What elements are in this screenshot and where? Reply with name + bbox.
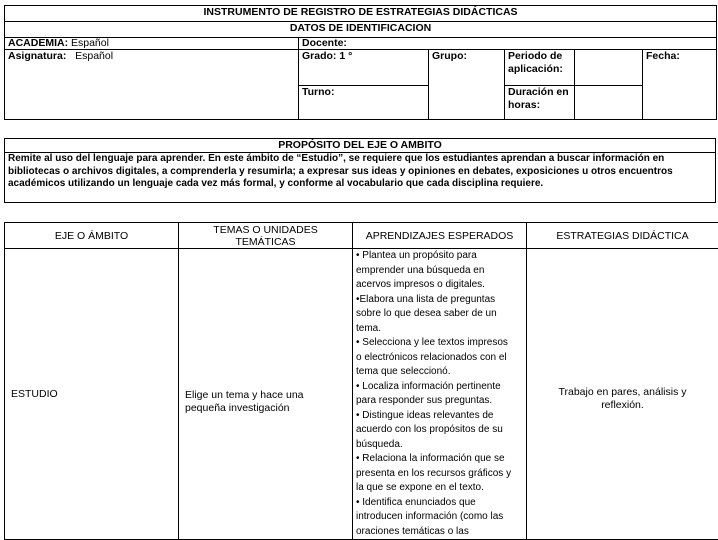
periodo-label: Periodo de aplicación: — [508, 50, 563, 75]
duracion-value-cell — [575, 86, 643, 120]
proposito-table — [4, 138, 716, 203]
list-item: •Elabora una lista de preguntas sobre lo que desea saber de un tema. — [356, 293, 512, 337]
header-estrategias: ESTRATEGIAS DIDÁCTICA — [527, 223, 718, 249]
asignatura-label: Asignatura: — [8, 50, 66, 62]
tema-value: Elige un tema y hace una pequeña investigación — [179, 249, 353, 540]
duracion-cell — [505, 86, 575, 120]
academia-cell — [5, 38, 299, 50]
list-item: • Identifica enunciados que introducen información (como las oraciones temáticas o las — [356, 496, 512, 540]
estrategias-table — [4, 222, 718, 540]
document-title: INSTRUMENTO DE REGISTRO DE ESTRATEGIAS DIDÁCTICAS — [5, 6, 717, 22]
proposito-text: Remite al uso del lenguaje para aprender. En este ámbito de “Estudio”, se requiere que los estudiantes aprendan a buscar información en bibliotecas o archivos digitales, a comprenderla y resumirla; a expresar sus ideas y opiniones en debates, exposiciones u otros encuentros académicos utilizando un lenguaje cada vez más formal, y conforme al vocabulario que cada disciplina requiere. — [5, 153, 716, 203]
identification-table — [4, 5, 717, 120]
grado-cell — [299, 50, 429, 86]
periodo-cell — [505, 50, 575, 86]
list-item: • Distingue ideas relevantes de acuerdo con los propósitos de su búsqueda. — [356, 409, 512, 453]
academia-label: ACADEMIA: — [8, 37, 68, 49]
section-title-identificacion: DATOS DE IDENTIFICACION — [5, 22, 717, 38]
header-aprendizajes: APRENDIZAJES ESPERADOS — [353, 223, 527, 249]
turno-cell — [299, 86, 429, 120]
fecha-label: Fecha: — [646, 50, 680, 62]
grado-value: 1 ° — [339, 50, 352, 62]
periodo-value-cell — [575, 50, 643, 86]
list-item: • Selecciona y lee textos impresos o electrónicos relacionados con el tema que seleccionó. — [356, 336, 512, 380]
list-item: • Relaciona la información que se presenta en los recursos gráficos y la que se expone en el texto. — [356, 452, 512, 496]
grupo-cell — [429, 50, 505, 120]
header-eje: EJE O ÁMBITO — [5, 223, 179, 249]
eje-value: ESTUDIO — [5, 249, 179, 540]
fecha-cell — [643, 50, 717, 120]
grado-label: Grado: — [302, 50, 336, 62]
academia-value: Español — [71, 37, 109, 49]
asignatura-value: Español — [75, 50, 113, 62]
asignatura-cell — [5, 50, 299, 120]
proposito-title: PROPÓSITO DEL EJE O AMBITO — [5, 139, 716, 153]
estrategia-value: Trabajo en pares, análisis y reflexión. — [527, 249, 718, 540]
docente-label: Docente: — [302, 37, 347, 49]
grupo-label: Grupo: — [432, 50, 467, 62]
list-item: • Plantea un propósito para emprender una búsqueda en acervos impresos o digitales. — [356, 249, 512, 293]
list-item: • Localiza información pertinente para responder sus preguntas. — [356, 380, 512, 409]
docente-cell — [299, 38, 717, 50]
duracion-label: Duración en horas: — [508, 86, 569, 111]
header-temas: TEMAS O UNIDADES TEMÁTICAS — [179, 223, 353, 249]
turno-label: Turno: — [302, 86, 334, 98]
aprendizajes-list — [353, 249, 527, 540]
